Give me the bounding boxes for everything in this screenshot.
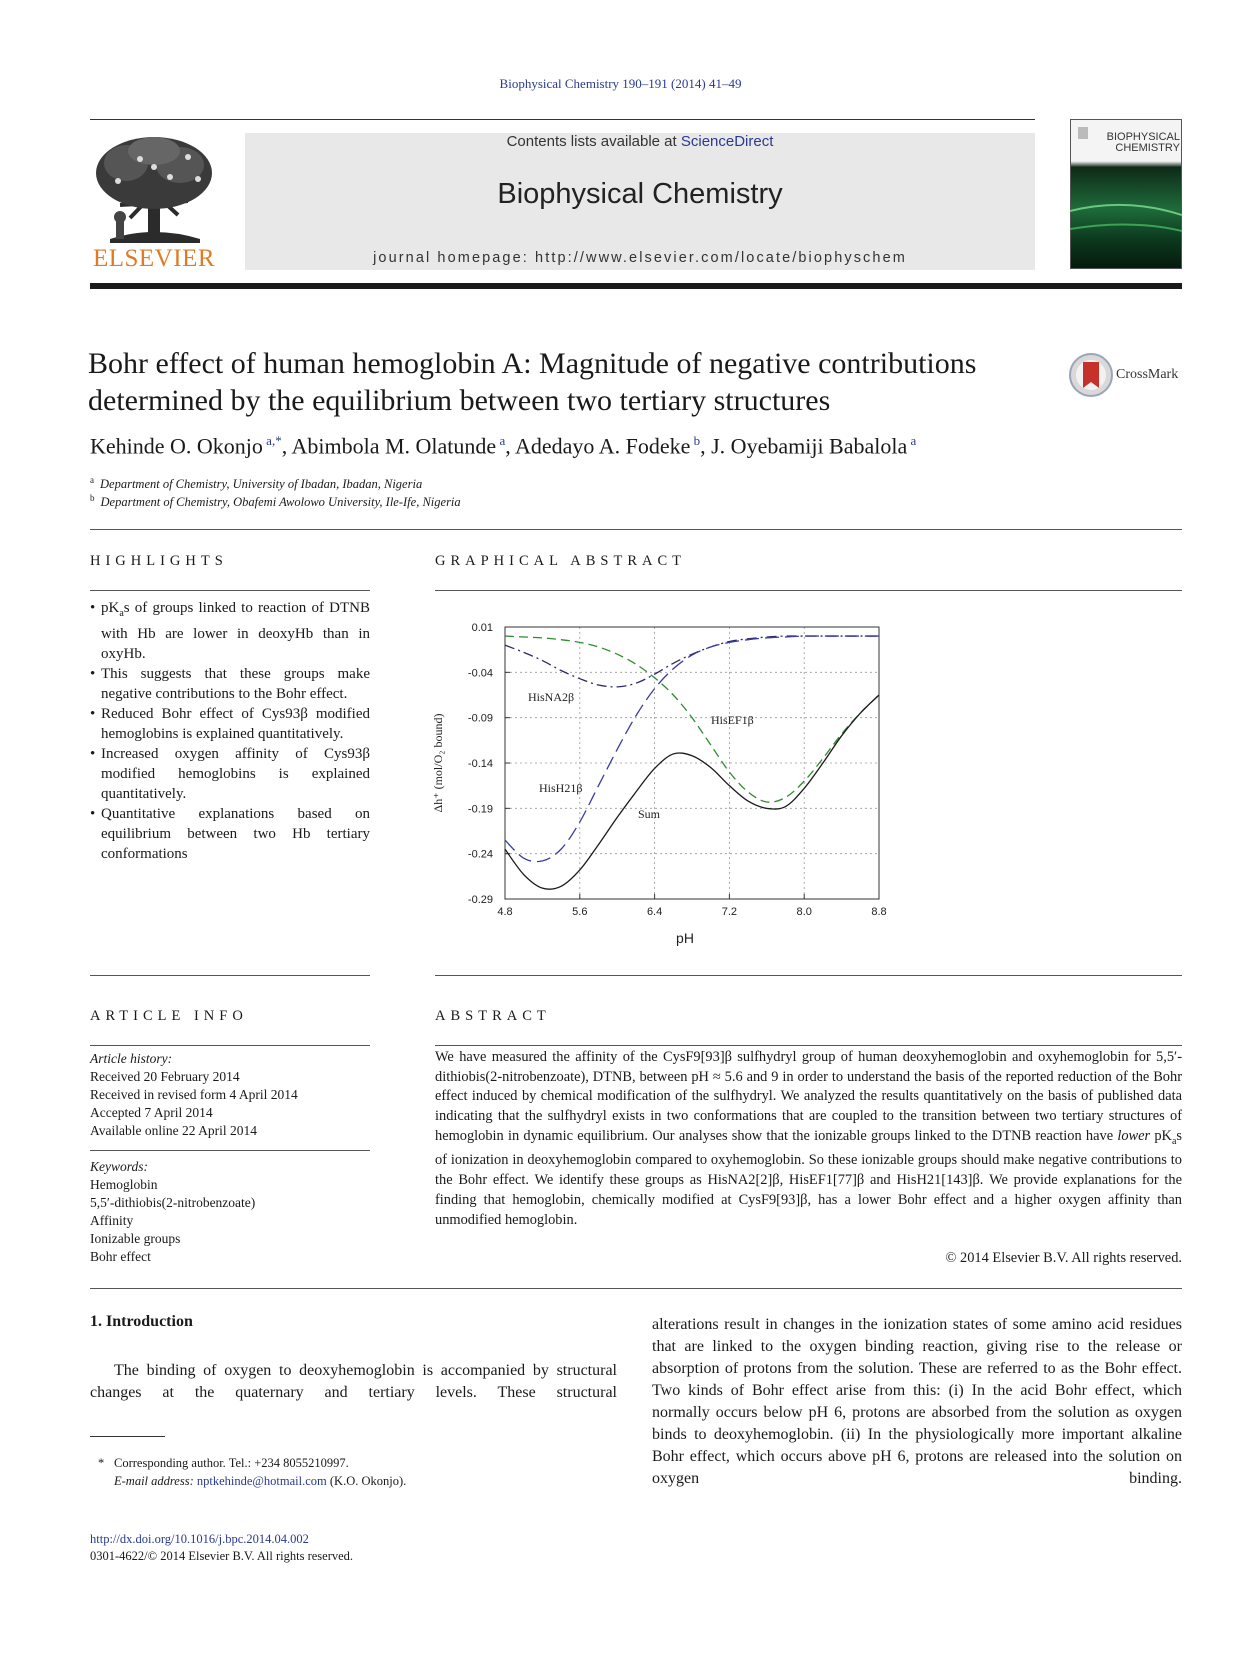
series-line-hisef1 — [505, 636, 879, 802]
journal-name: Biophysical Chemistry — [497, 178, 783, 210]
affiliation-mark: b — [90, 493, 95, 503]
article-title-line2: determined by the equilibrium between two tertiary structures — [88, 384, 831, 417]
history-online: Available online 22 April 2014 — [90, 1123, 257, 1138]
x-tick-label: 8.0 — [796, 906, 812, 918]
keyword-item: Affinity — [90, 1213, 134, 1228]
article-history-label: Article history: — [90, 1051, 173, 1066]
cover-title-line2: CHEMISTRY — [1115, 142, 1180, 154]
author-name: Kehinde O. Okonjo — [90, 433, 263, 459]
highlight-item: • Quantitative explanations based on equilibrium between two Hb tertiary conformations — [90, 804, 370, 864]
email-link[interactable]: nptkehinde@hotmail.com — [196, 1474, 327, 1488]
author-list — [90, 433, 1090, 459]
header-top-rule — [90, 119, 1035, 120]
abstract-heading: ABSTRACT — [435, 1008, 551, 1024]
footnote-star: * — [98, 1456, 105, 1470]
affiliation-b — [90, 493, 461, 510]
abstract-body: We have measured the affinity of the CysF9[93]β sulfhydryl group of human deoxyhemoglobin and oxyhemoglobin for 5,5′-dithiobis(2-nitrobenzoate), DTNB, between pH ≈ 5.6 and 9 in order to understand the basis of the reported reduction of the Bohr effect induced by chemical modification of the sulfhydryl. We analyzed the results quantitatively on the basis of published data indicating that the sulfhydryl exists in two conformations that are coupled to the transition between two tertiary structures of hemoglobin in dynamic equilibrium. Our analyses show that the ionizable groups linked to the DTNB reaction have lower $pK_as$ of ionization in deoxyhemoglobin compared to oxyhemoglobin. So these ionizable groups should make negative contributions to the Bohr effect. We identify these groups as HisNA2[2]β, HisEF1[77]β and HisH21[143]β. We provide explanations for the finding that hemoglobin, chemically modified at CysF9[93]β, has a lower Bohr effect and a higher oxygen affinity than unmodified hemoglobin. — [435, 1049, 1182, 1228]
graphical-abstract-heading: GRAPHICAL ABSTRACT — [435, 553, 687, 569]
keywords-rule — [90, 1150, 370, 1151]
elsevier-logo[interactable] — [90, 133, 218, 271]
graphical-abstract-bottom-rule — [435, 975, 1182, 976]
crossmark-badge[interactable] — [1068, 352, 1188, 400]
homepage-url[interactable]: http://www.elsevier.com/locate/biophyschem — [535, 250, 907, 266]
header-thick-rule — [90, 283, 1182, 289]
affiliation-rule — [90, 529, 1182, 530]
affiliation-text: Department of Chemistry, University of Ibadan, Ibadan, Nigeria — [100, 477, 423, 492]
author-name: , Adedayo A. Fodeke — [505, 433, 691, 459]
highlight-item: • Increased oxygen affinity of Cys93β modified hemoglobins is explained quantitatively. — [90, 744, 370, 804]
y-tick-label: -0.24 — [467, 848, 493, 861]
contents-prefix: Contents lists available at — [506, 133, 681, 150]
highlights-bottom-rule — [90, 975, 370, 976]
keyword-item: 5,5′-dithiobis(2-nitrobenzoate) — [90, 1195, 256, 1210]
introduction-column-1: The binding of oxygen to deoxyhemoglobin is accompanied by structural changes at the quaternary and tertiary levels. These structural — [90, 1362, 617, 1401]
x-tick-label: 4.8 — [497, 906, 513, 918]
affiliation-a — [90, 475, 422, 492]
annotation-sum: Sum — [638, 807, 661, 821]
footnote-email — [114, 1474, 406, 1489]
highlight-item: • This suggests that these groups make negative contributions to the Bohr effect. — [90, 664, 370, 704]
cover-title-line1: BIOPHYSICAL — [1106, 131, 1180, 143]
author-name: , J. Oyebamiji Babalola — [700, 433, 908, 459]
author-affil-mark[interactable]: a — [496, 433, 506, 448]
article-title — [88, 345, 1028, 419]
email-label: E-mail address: — [114, 1474, 197, 1488]
journal-homepage — [245, 250, 1035, 266]
journal-citation[interactable]: Biophysical Chemistry 190–191 (2014) 41–49 — [499, 76, 742, 91]
homepage-prefix: journal homepage: — [373, 250, 536, 266]
sciencedirect-link[interactable]: ScienceDirect — [680, 133, 774, 150]
y-axis-label: Δh⁺ (mol/O₂ bound) — [431, 713, 445, 813]
history-received: Received 20 February 2014 — [90, 1069, 240, 1084]
body-rule — [90, 1288, 1182, 1289]
abstract-rule — [435, 1045, 1182, 1046]
x-tick-label: 6.4 — [646, 906, 663, 918]
x-axis-label: pH — [676, 930, 694, 946]
highlight-item: • $pK_as$ of groups linked to reaction of DTNB with Hb are lower in deoxyHb than in oxyHb. — [90, 598, 370, 664]
keyword-item: Ionizable groups — [90, 1231, 181, 1246]
introduction-heading: 1. Introduction — [90, 1313, 193, 1330]
annotation-hisef1: HisEF1β — [711, 713, 754, 727]
abstract-copyright: © 2014 Elsevier B.V. All rights reserved. — [945, 1250, 1182, 1266]
footnote-corresponding: Corresponding author. Tel.: +234 8055210997. — [114, 1456, 349, 1470]
email-suffix: (K.O. Okonjo). — [326, 1474, 407, 1488]
bohr-effect-chart — [420, 612, 890, 957]
introduction-column-2: alterations result in changes in the ionization states of some amino acid residues that are linked to the oxygen binding reaction, giving rise to the release or absorption of protons from the solution. These are referred to as the Bohr effect. Two kinds of Bohr effect arise from this: (i) In the acid Bohr effect, which normally occurs below pH 6, protons are absorbed from the solution as oxygen binds to deoxyhemoglobin. (ii) In the physiologically more important alkaline Bohr effect, which occurs above pH 6, protons are released into the solution on oxygen binding. — [652, 1316, 1182, 1487]
doi-link[interactable]: http://dx.doi.org/10.1016/j.bpc.2014.04.002 — [90, 1532, 309, 1546]
author-affil-mark[interactable]: a,* — [262, 433, 282, 448]
keyword-item: Bohr effect — [90, 1249, 151, 1264]
article-title-line1: Bohr effect of human hemoglobin A: Magnitude of negative contributions — [88, 347, 977, 380]
y-tick-label: -0.19 — [467, 803, 493, 816]
highlights-list — [90, 598, 370, 864]
y-tick-label: 0.01 — [471, 622, 493, 634]
crossmark-icon — [1068, 352, 1114, 398]
crossmark-label: CrossMark — [1116, 367, 1179, 382]
keyword-item: Hemoglobin — [90, 1177, 158, 1192]
article-info-rule — [90, 1045, 370, 1046]
annotation-hish21: HisH21β — [539, 781, 583, 795]
author-affil-mark[interactable]: a — [907, 433, 917, 448]
x-tick-label: 7.2 — [721, 906, 738, 918]
series-line-hisna2 — [505, 636, 879, 687]
issn-line: 0301-4622/© 2014 Elsevier B.V. All rights reserved. — [90, 1549, 354, 1563]
footnote-rule — [90, 1436, 165, 1437]
graphical-abstract-rule — [435, 590, 1182, 591]
keywords-label: Keywords: — [90, 1159, 148, 1174]
article-info-heading: ARTICLE INFO — [90, 1008, 248, 1024]
journal-cover[interactable] — [1070, 119, 1182, 269]
history-accepted: Accepted 7 April 2014 — [90, 1105, 213, 1120]
y-tick-label: -0.04 — [467, 667, 493, 680]
contents-line — [245, 133, 1035, 150]
affiliation-mark: a — [90, 475, 94, 485]
author-name: , Abimbola M. Olatunde — [281, 433, 497, 459]
affiliation-text: Department of Chemistry, Obafemi Awolowo University, Ile-Ife, Nigeria — [100, 495, 461, 510]
publisher-logo-text: ELSEVIER — [92, 245, 216, 272]
x-tick-label: 8.8 — [871, 906, 887, 918]
history-revised: Received in revised form 4 April 2014 — [90, 1087, 298, 1102]
annotation-hisna2: HisNA2β — [528, 690, 575, 704]
y-tick-label: -0.09 — [467, 712, 493, 725]
highlight-item: • Reduced Bohr effect of Cys93β modified hemoglobins is explained quantitatively. — [90, 704, 370, 744]
highlights-rule — [90, 590, 370, 591]
x-tick-label: 5.6 — [572, 906, 588, 918]
y-tick-label: -0.29 — [467, 894, 493, 906]
y-tick-label: -0.14 — [467, 758, 493, 770]
highlights-heading: HIGHLIGHTS — [90, 553, 228, 569]
author-affil-mark[interactable]: b — [690, 433, 701, 448]
